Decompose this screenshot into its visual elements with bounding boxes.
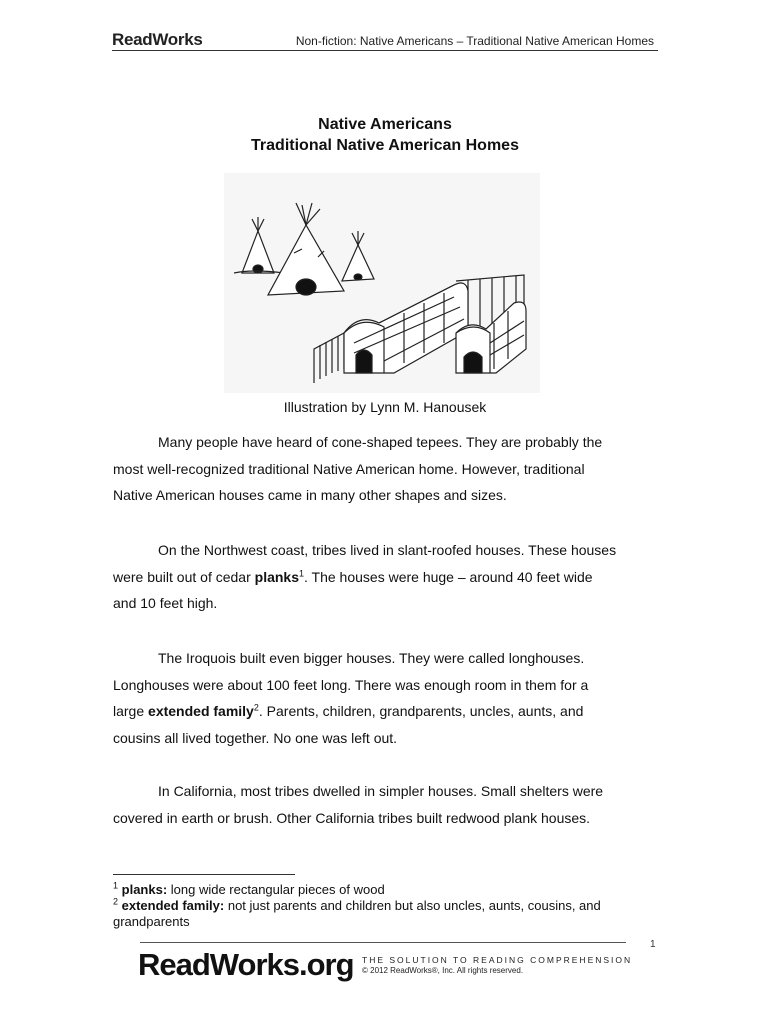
paragraph-line: Longhouses were about 100 feet long. There was enough room in them for a (113, 676, 589, 693)
footnote-term: planks: (121, 882, 168, 897)
footer-copyright: © 2012 ReadWorks®, Inc. All rights reserved. (362, 966, 524, 975)
text-run: . The houses were huge – around 40 feet wide (304, 568, 593, 585)
text-run: large (113, 703, 149, 720)
paragraph-line: cousins all lived together. No one was left out. (113, 730, 398, 747)
footnote-number: 2 (113, 896, 119, 907)
paragraph-line (113, 698, 658, 725)
footnote-text: not just parents and children but also uncles, aunts, cousins, and grandparents (113, 898, 601, 929)
footnote-2 (113, 898, 653, 930)
paragraph-line: and 10 feet high. (113, 595, 218, 612)
header-subtitle: Non-fiction: Native Americans – Traditional Native American Homes (295, 34, 654, 48)
paragraph-line: most well-recognized traditional Native American home. However, traditional (113, 460, 585, 477)
paragraph-1 (113, 429, 658, 509)
text-run: were built out of cedar (113, 568, 255, 585)
tepee-icon (234, 217, 284, 273)
footnote-ref: 1 (299, 568, 305, 579)
vocab-term-planks: planks (254, 568, 299, 585)
longhouse-icon (344, 283, 468, 373)
paragraph-line: The Iroquois built even bigger houses. They were called longhouses. (158, 650, 585, 666)
paragraph-line: Native American houses came in many other shapes and sizes. (113, 487, 507, 504)
illustration-caption: Illustration by Lynn M. Hanousek (283, 399, 487, 415)
tepees-and-longhouses-illustration (224, 173, 540, 393)
footnote-rule (113, 874, 295, 875)
tepee-icon (342, 231, 374, 281)
tepee-icon (268, 203, 344, 295)
vocab-term-extended-family: extended family (148, 703, 254, 720)
paragraph-line: In California, most tribes dwelled in simpler houses. Small shelters were (158, 783, 604, 799)
paragraph-3 (113, 645, 658, 752)
page-title: Native Americans (318, 116, 452, 133)
header-rule (112, 50, 658, 51)
text-run: . Parents, children, grandparents, uncles, aunts, and (258, 703, 584, 720)
paragraph-line: covered in earth or brush. Other California tribes built redwood plank houses. (113, 809, 591, 826)
paragraph-4 (113, 778, 658, 831)
footnote-number: 1 (113, 880, 119, 891)
page-subtitle: Traditional Native American Homes (251, 137, 519, 154)
footnote-text: long wide rectangular pieces of wood (167, 882, 385, 897)
paragraph-2 (113, 537, 658, 617)
footnote-ref: 2 (253, 702, 259, 713)
footer-logo: ReadWorks.org (138, 947, 354, 982)
footer-rule (140, 942, 626, 943)
header-logo: ReadWorks (112, 30, 203, 49)
paragraph-line (113, 564, 658, 591)
page-number: 1 (650, 939, 656, 950)
footnote-term: extended family: (121, 898, 225, 913)
paragraph-line: Many people have heard of cone-shaped tepees. They are probably the (158, 434, 603, 450)
footer-tagline: THE SOLUTION TO READING COMPREHENSION (362, 955, 633, 965)
paragraph-line: On the Northwest coast, tribes lived in slant-roofed houses. These houses (158, 542, 617, 558)
footnote-1 (113, 882, 653, 898)
